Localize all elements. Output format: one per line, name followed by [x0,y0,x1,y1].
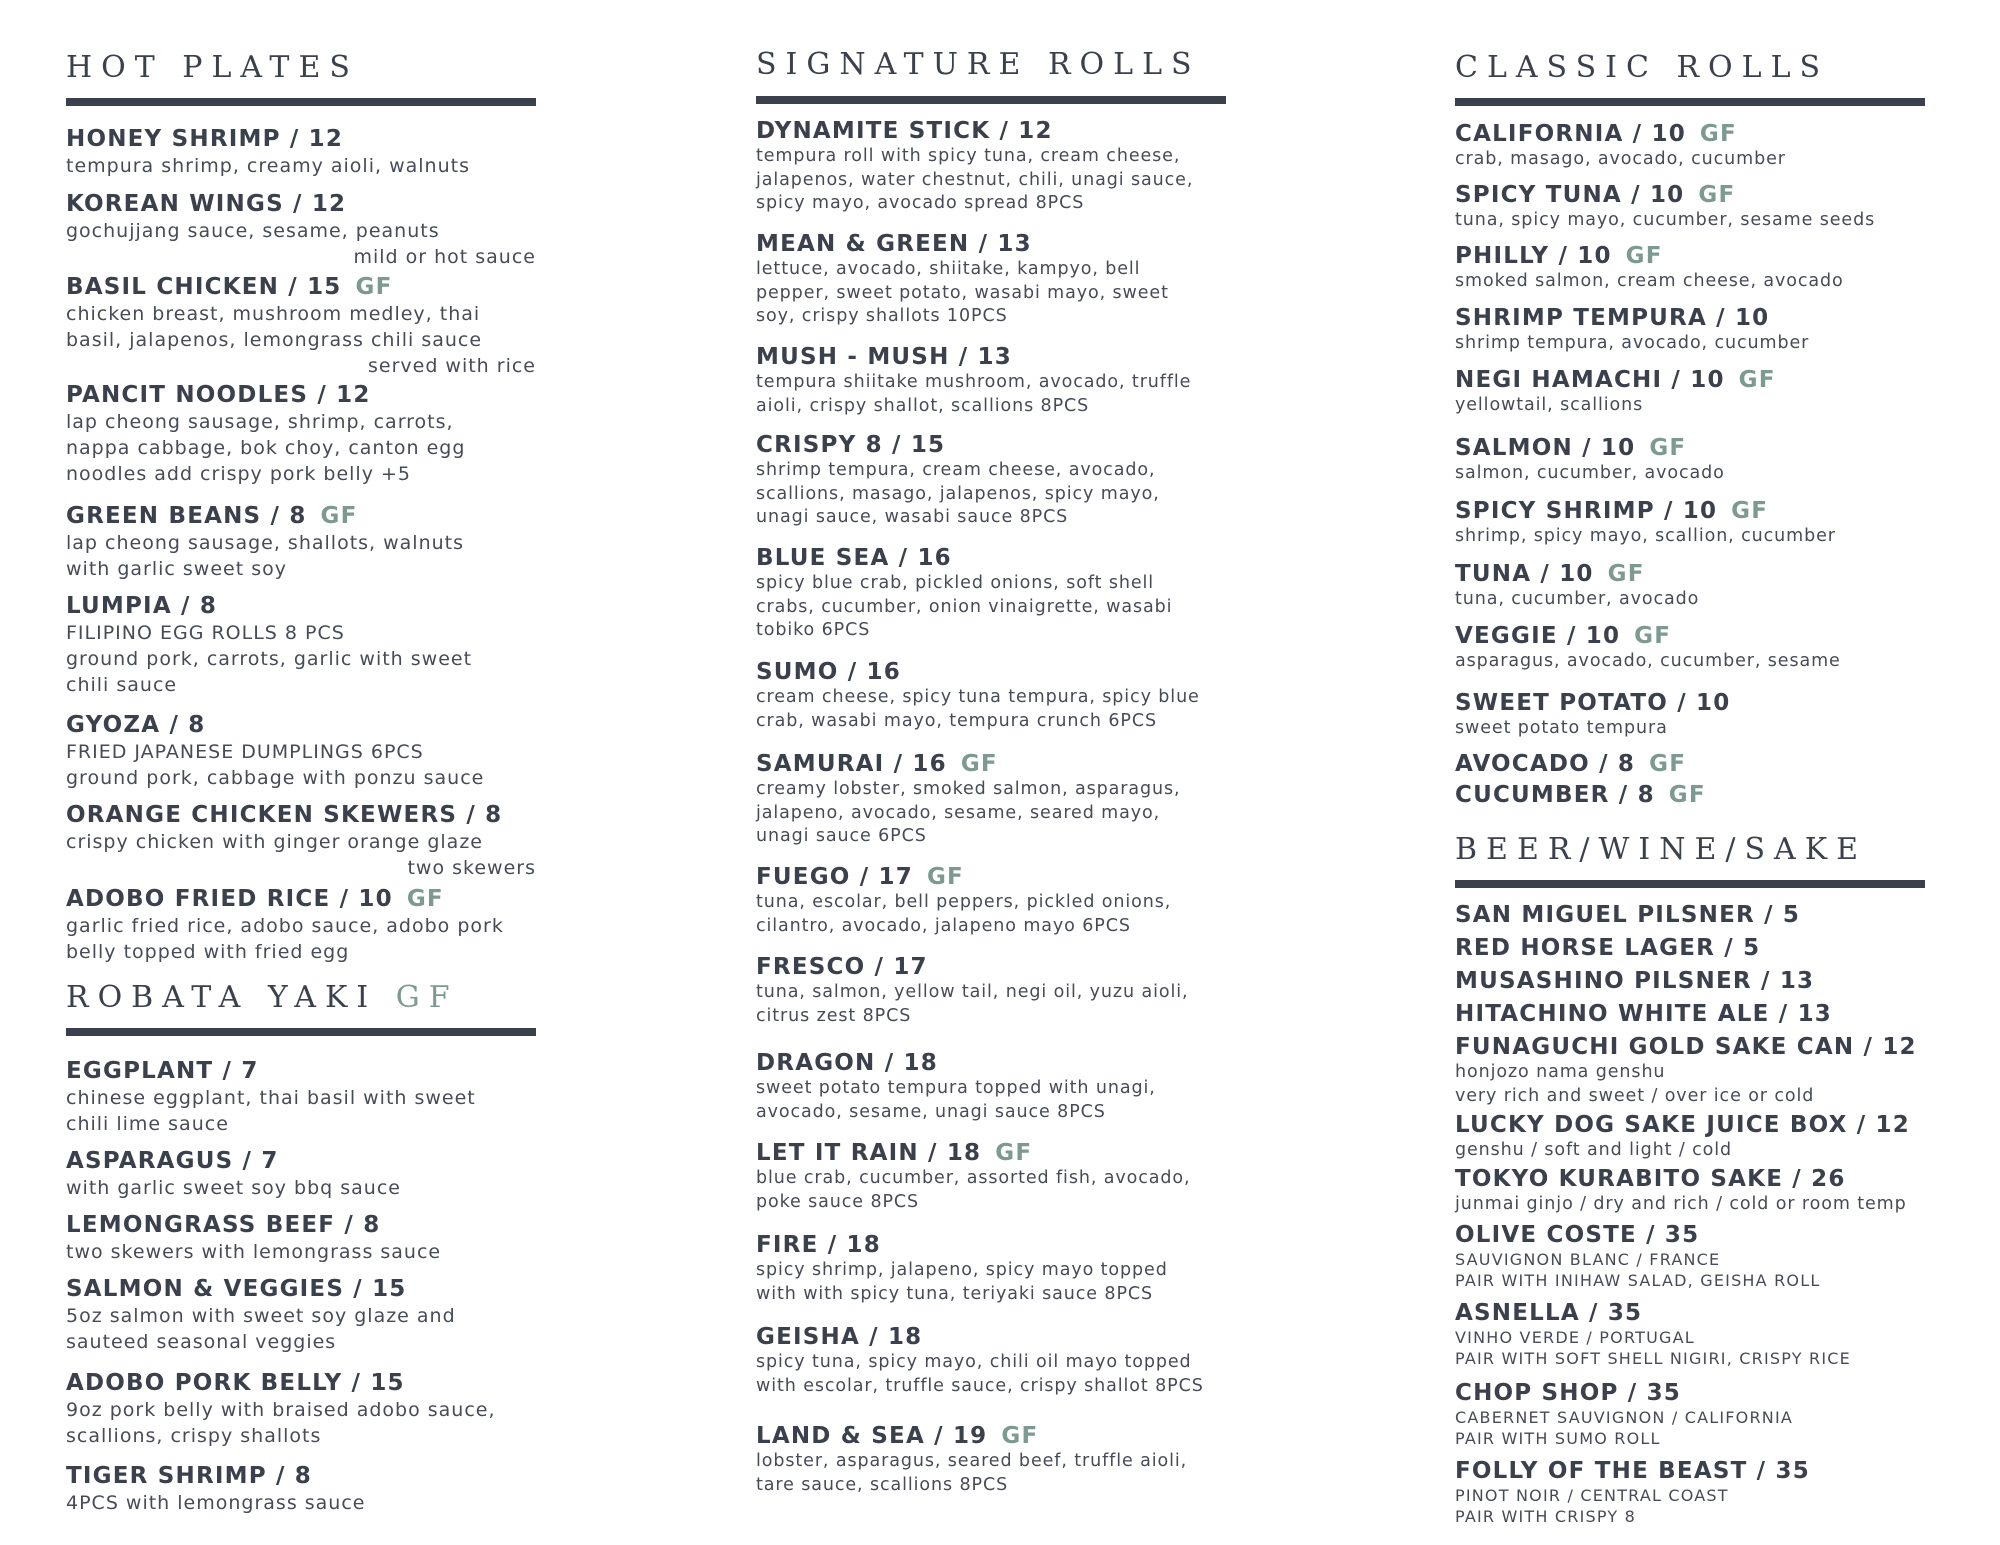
item-name: DRAGON / 18 [756,1050,938,1076]
item-name: TOKYO KURABITO SAKE / 26 [1455,1166,1846,1192]
item-description: salmon, cucumber, avocado [1455,463,1725,483]
item-name: LUMPIA / 8 [66,593,218,619]
gluten-free-badge: GF [320,503,358,529]
item-name: CALIFORNIA / 10 GF [1455,121,1737,147]
item-description: two skewers with lemongrass sauce [66,1241,442,1263]
gluten-free-badge: GF [1649,435,1687,461]
item-name: SPICY SHRIMP / 10 GF [1455,498,1769,524]
menu-item [66,1463,546,1516]
item-description: garlic fried rice, adobo sauce, adobo pork belly topped with fried egg [66,915,504,963]
item-name: GEISHA / 18 [756,1324,923,1350]
item-description: creamy lobster, smoked salmon, asparagus, jalapeno, avocado, sesame, seared mayo, unagi sauce 6PCS [756,779,1181,846]
item-name: LEMONGRASS BEEF / 8 [66,1212,381,1238]
item-name: AVOCADO / 8 GF [1455,751,1687,777]
item-name: CRISPY 8 / 15 [756,432,946,458]
item-description: tuna, spicy mayo, cucumber, sesame seeds [1455,210,1876,230]
item-description: spicy shrimp, jalapeno, spicy mayo topped with with spicy tuna, teriyaki sauce 8PCS [756,1260,1168,1304]
item-description: spicy tuna, spicy mayo, chili oil mayo topped with escolar, truffle sauce, crispy shallot 8PCS [756,1352,1204,1396]
drink-item [1455,1300,1945,1369]
item-description: tempura roll with spicy tuna, cream cheese, jalapenos, water chestnut, chili, unagi sauce, spicy mayo, avocado spread 8PCS [756,146,1194,213]
gluten-free-badge: GF [1001,1423,1039,1449]
item-description: tempura shrimp, creamy aioli, walnuts [66,155,470,177]
item-description: yellowtail, scallions [1455,395,1644,415]
item-description: PINOT NOIR / CENTRAL COAST PAIR WITH CRISPY 8 [1455,1486,1729,1526]
item-description: honjozo nama genshu very rich and sweet / over ice or cold [1455,1062,1815,1106]
item-description: 5oz salmon with sweet soy glaze and sauteed seasonal veggies [66,1305,456,1353]
menu-item [1455,623,1945,674]
item-name: LAND & SEA / 19 GF [756,1423,1039,1449]
menu-item [66,1212,546,1265]
menu-item [756,659,1236,733]
item-name: SAN MIGUEL PILSNER / 5 [1455,902,1801,928]
item-description: CABERNET SAUVIGNON / CALIFORNIA PAIR WITH SUMO ROLL [1455,1408,1794,1448]
menu-item [66,802,546,881]
drink-item [1455,1112,1945,1163]
menu-item [1455,182,1945,233]
item-description: gochujjang sauce, sesame, peanuts [66,220,440,242]
item-name: PHILLY / 10 GF [1455,243,1663,269]
item-description: lap cheong sausage, shallots, walnuts with garlic sweet soy [66,532,465,580]
item-description: sweet potato tempura [1455,718,1668,738]
item-description: with garlic sweet soy bbq sauce [66,1177,401,1199]
section-divider [1455,880,1925,888]
item-name: MUSASHINO PILSNER / 13 [1455,968,1815,994]
item-description: tempura shiitake mushroom, avocado, truffle aioli, crispy shallot, scallions 8PCS [756,372,1192,416]
item-name: EGGPLANT / 7 [66,1058,259,1084]
section-title-classic-rolls: CLASSIC ROLLS [1455,50,1830,85]
item-name: ORANGE CHICKEN SKEWERS / 8 [66,802,503,828]
item-description: lobster, asparagus, seared beef, truffle aioli, tare sauce, scallions 8PCS [756,1451,1188,1495]
item-note: mild or hot sauce [353,246,536,268]
menu-item [66,1148,546,1201]
menu-item [756,751,1236,849]
item-name: VEGGIE / 10 GF [1455,623,1672,649]
item-description: spicy blue crab, pickled onions, soft shell crabs, cucumber, onion vinaigrette, wasabi tobiko 6PCS [756,573,1173,640]
item-description: tuna, cucumber, avocado [1455,589,1700,609]
menu-item [1455,305,1945,356]
item-name: LET IT RAIN / 18 GF [756,1140,1033,1166]
gluten-free-badge: GF [1634,623,1672,649]
item-name: SALMON / 10 GF [1455,435,1687,461]
item-note: two skewers [407,857,536,879]
item-name: NEGI HAMACHI / 10 GF [1455,367,1776,393]
item-description: 9oz pork belly with braised adobo sauce, scallions, crispy shallots [66,1399,496,1447]
menu-item [1455,782,1945,809]
item-name: ADOBO PORK BELLY / 15 [66,1370,405,1396]
item-name: TIGER SHRIMP / 8 [66,1463,312,1489]
item-name: CHOP SHOP / 35 [1455,1380,1681,1406]
item-name: GYOZA / 8 [66,712,206,738]
drink-item [1455,1034,1945,1108]
gluten-free-badge: GF [355,274,393,300]
gluten-free-badge: GF [1607,561,1645,587]
menu-item [756,1423,1236,1497]
item-name: LUCKY DOG SAKE JUICE BOX / 12 [1455,1112,1910,1138]
item-description: VINHO VERDE / PORTUGAL PAIR WITH SOFT SHELL NIGIRI, CRISPY RICE [1455,1328,1851,1368]
gluten-free-badge: GF [1625,243,1663,269]
menu-item [1455,243,1945,294]
gluten-free-badge: GF [1649,751,1687,777]
menu-item [1455,498,1945,549]
item-description: genshu / soft and light / cold [1455,1140,1732,1160]
item-name: SPICY TUNA / 10 GF [1455,182,1736,208]
gluten-free-badge: GF [1698,182,1736,208]
item-name: HONEY SHRIMP / 12 [66,126,344,152]
item-name: SWEET POTATO / 10 [1455,690,1731,716]
section-title-beer-wine-sake: BEER/WINE/SAKE [1455,832,1868,867]
item-description: tuna, salmon, yellow tail, negi oil, yuzu aioli, citrus zest 8PCS [756,982,1189,1026]
item-name: BASIL CHICKEN / 15 GF [66,274,393,300]
item-name: ASNELLA / 35 [1455,1300,1643,1326]
menu-item [756,545,1236,643]
item-description: SAUVIGNON BLANC / FRANCE PAIR WITH INIHAW SALAD, GEISHA ROLL [1455,1250,1821,1290]
menu-item [66,126,546,179]
section-divider [1455,98,1925,106]
menu-item [1455,121,1945,172]
menu-item [756,118,1236,216]
drink-item [1455,968,1945,995]
item-name: MUSH - MUSH / 13 [756,344,1012,370]
menu-item [1455,751,1945,778]
menu-item [756,432,1236,530]
item-name: SHRIMP TEMPURA / 10 [1455,305,1770,331]
item-description: lap cheong sausage, shrimp, carrots, nappa cabbage, bok choy, canton egg noodles add crispy pork belly +5 [66,411,466,485]
menu-item [66,191,546,270]
item-name: CUCUMBER / 8 GF [1455,782,1706,808]
menu-item [756,231,1236,329]
section-divider [66,1028,536,1036]
menu-item [1455,435,1945,486]
item-description: shrimp, spicy mayo, scallion, cucumber [1455,526,1836,546]
gluten-free-badge: GF [1699,121,1737,147]
menu-item [66,1370,546,1449]
section-title-robata-yaki: ROBATA YAKI GF [66,980,459,1015]
gluten-free-badge: GF [1731,498,1769,524]
gluten-free-badge: GF [395,980,459,1015]
gluten-free-badge: GF [960,751,998,777]
item-note: served with rice [367,355,536,377]
gluten-free-badge: GF [1668,782,1706,808]
drink-item [1455,1166,1945,1217]
section-title-hot-plates: HOT PLATES [66,50,359,85]
item-description: 4PCS with lemongrass sauce [66,1492,366,1514]
gluten-free-badge: GF [406,886,444,912]
menu-item [66,503,546,582]
menu-item [66,274,546,379]
item-name: FUEGO / 17 GF [756,864,964,890]
item-description: lettuce, avocado, shiitake, kampyo, bell pepper, sweet potato, wasabi mayo, sweet soy, crispy shallots 10PCS [756,259,1169,326]
menu-item [756,344,1236,418]
item-name: BLUE SEA / 16 [756,545,952,571]
item-description: chinese eggplant, thai basil with sweet chili lime sauce [66,1087,476,1135]
item-description: chicken breast, mushroom medley, thai basil, jalapenos, lemongrass chili sauce [66,303,483,351]
item-name: OLIVE COSTE / 35 [1455,1222,1700,1248]
drink-item [1455,1001,1945,1028]
item-name: HITACHINO WHITE ALE / 13 [1455,1001,1832,1027]
menu-item [756,1050,1236,1124]
item-name: FUNAGUCHI GOLD SAKE CAN / 12 [1455,1034,1917,1060]
drink-item [1455,935,1945,962]
item-name: ASPARAGUS / 7 [66,1148,279,1174]
item-description: crab, masago, avocado, cucumber [1455,149,1786,169]
item-name: KOREAN WINGS / 12 [66,191,347,217]
section-divider [756,96,1226,104]
item-description: FRIED JAPANESE DUMPLINGS 6PCS ground pork, cabbage with ponzu sauce [66,741,485,789]
item-description: smoked salmon, cream cheese, avocado [1455,271,1844,291]
menu-item [66,1058,546,1137]
item-description: crispy chicken with ginger orange glaze [66,831,483,853]
drink-item [1455,1458,1945,1527]
item-description: cream cheese, spicy tuna tempura, spicy blue crab, wasabi mayo, tempura crunch 6PCS [756,687,1200,731]
menu-item [756,1232,1236,1306]
menu-item [1455,561,1945,612]
item-name: PANCIT NOODLES / 12 [66,382,371,408]
menu-item [66,593,546,698]
item-description: blue crab, cucumber, assorted fish, avocado, poke sauce 8PCS [756,1168,1191,1212]
drink-item [1455,1380,1945,1449]
item-description: junmai ginjo / dry and rich / cold or room temp [1455,1194,1907,1214]
item-name: FIRE / 18 [756,1232,881,1258]
gluten-free-badge: GF [1738,367,1776,393]
menu-item [1455,367,1945,418]
item-description: sweet potato tempura topped with unagi, avocado, sesame, unagi sauce 8PCS [756,1078,1156,1122]
item-name: SUMO / 16 [756,659,901,685]
item-name: DYNAMITE STICK / 12 [756,118,1053,144]
section-divider [66,98,536,106]
item-description: tuna, escolar, bell peppers, pickled onions, cilantro, avocado, jalapeno mayo 6PCS [756,892,1172,936]
item-name: RED HORSE LAGER / 5 [1455,935,1761,961]
menu-item [66,886,546,965]
menu-item [66,1276,546,1355]
item-name: GREEN BEANS / 8 GF [66,503,358,529]
menu-item [756,1140,1236,1214]
menu-item [756,954,1236,1028]
menu-item [756,1324,1236,1398]
drink-item [1455,902,1945,929]
item-name: MEAN & GREEN / 13 [756,231,1032,257]
item-description: FILIPINO EGG ROLLS 8 PCS ground pork, carrots, garlic with sweet chili sauce [66,622,473,696]
item-name: FOLLY OF THE BEAST / 35 [1455,1458,1810,1484]
item-name: TUNA / 10 GF [1455,561,1645,587]
item-name: SAMURAI / 16 GF [756,751,998,777]
menu-item [66,382,546,487]
item-name: ADOBO FRIED RICE / 10 GF [66,886,444,912]
menu-item [1455,690,1945,741]
item-description: shrimp tempura, cream cheese, avocado, scallions, masago, jalapenos, spicy mayo, unagi sauce, wasabi sauce 8PCS [756,460,1160,527]
item-name: SALMON & VEGGIES / 15 [66,1276,407,1302]
gluten-free-badge: GF [995,1140,1033,1166]
drink-item [1455,1222,1945,1291]
menu-item [66,712,546,791]
section-title-signature-rolls: SIGNATURE ROLLS [756,47,1201,82]
item-name: FRESCO / 17 [756,954,928,980]
item-description: asparagus, avocado, cucumber, sesame [1455,651,1841,671]
item-description: shrimp tempura, avocado, cucumber [1455,333,1810,353]
menu-item [756,864,1236,938]
gluten-free-badge: GF [926,864,964,890]
